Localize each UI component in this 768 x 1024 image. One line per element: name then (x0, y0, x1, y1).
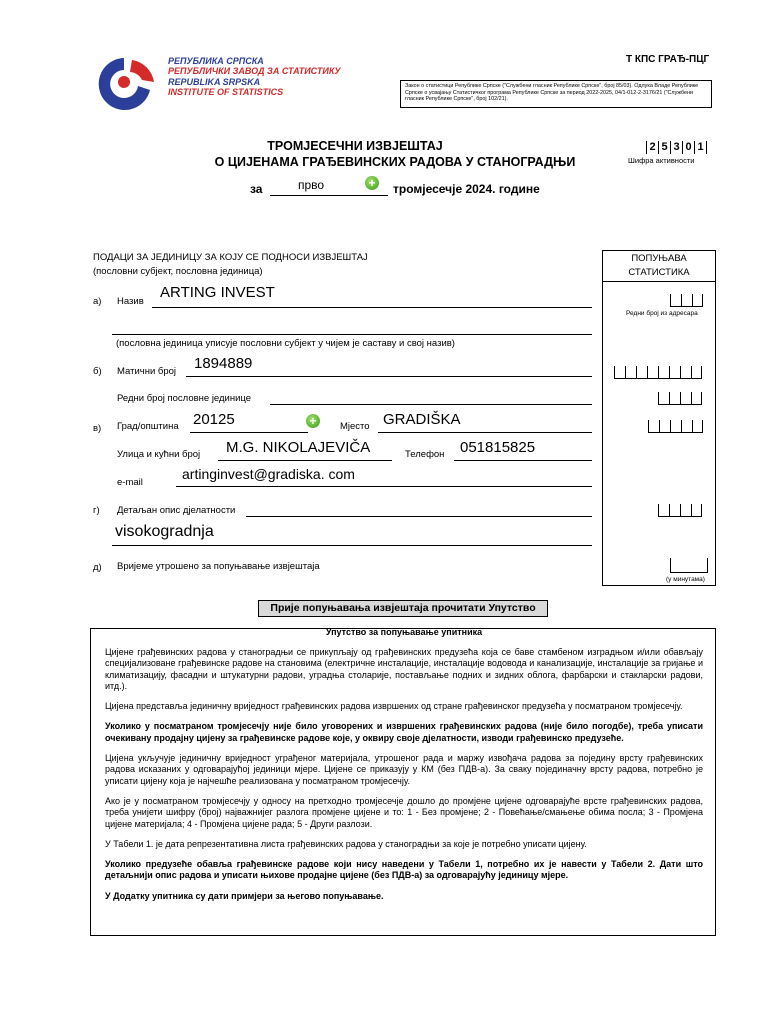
instructions-title: Упутство за попуњавање упитника (325, 627, 483, 637)
minutes-label: (у минутама) (666, 576, 705, 583)
title-line-2: О ЦИЈЕНАМА ГРАЂЕВИНСКИХ РАДОВА У СТАНОГРАДЊИ (214, 155, 576, 169)
place-label: Мјесто (340, 421, 370, 432)
street-value: M.G. NIKOLAJEVIČA (226, 439, 371, 456)
name-field[interactable] (152, 284, 592, 308)
logo-line-1: РЕПУБЛИКА СРПСКА (168, 56, 264, 66)
marker-b: б) (93, 366, 102, 377)
unit-number-field[interactable] (270, 390, 592, 405)
instructions-p7: Уколико предузеће обавља грађевинске радове који нису наведени у Табели 1, потребно их је навести у Табели 2. Дати што детаљнији опис радова и уписати њихове продајне цијене (без ПДВ-а) за одговарајућу јединицу мјере. (105, 859, 703, 881)
instructions-p8: У Додатку упитника су дати примјери за његово попуњавање. (105, 890, 384, 901)
statistics-logo-icon (88, 52, 160, 110)
place-field[interactable] (378, 412, 592, 433)
phone-value: 051815825 (460, 439, 536, 456)
time-label: Вријеме утрошено за попуњавање извјештаја (117, 561, 320, 572)
logo-line-2: РЕПУБЛИЧКИ ЗАВОД ЗА СТАТИСТИКУ (168, 66, 341, 76)
quarter-dropdown-plus-icon[interactable]: + (365, 176, 379, 190)
instructions-p1: Цијене грађевинских радова у станоградњи се прикупљају од грађевинских предузећа која се баве стамбеном изградњом и/или обављају специјализоване грађевинске радове на становима (електричне инсталације, инсталације водовода и канализације, инсталације за гријање и климатизацију, фасадни и штукатурни радови, уградња столарије, постављање подних и зидних облога, фарбарски и стакларски радови, итд.). (105, 647, 703, 691)
section-subheading: (пословни субјект, пословна јединица) (93, 266, 263, 277)
activity-code-digit: 2 (646, 141, 658, 154)
activity-code (646, 141, 707, 154)
section-heading: ПОДАЦИ ЗА ЈЕДИНИЦУ ЗА КОЈУ СЕ ПОДНОСИ ИЗВЈЕШТАЈ (93, 252, 368, 263)
street-label: Улица и кућни број (117, 449, 201, 460)
city-code-boxes[interactable] (648, 420, 703, 433)
marker-g: г) (93, 505, 100, 516)
activity-code-digit: 3 (670, 141, 682, 154)
title-suffix: тромјесечје 2024. године (393, 182, 540, 196)
activity-field[interactable] (246, 500, 592, 517)
name-note: (пословна јединица уписује пословни субјект у чијем је саставу и свој назив) (116, 338, 455, 349)
instructions-box (90, 628, 716, 936)
activity-code-digit: 1 (694, 141, 707, 154)
statistics-only-heading (603, 251, 715, 282)
instructions-p3: Уколико у посматраном тромјесечју није било уговорених и извршених грађевинских радова (није било погодбе), треба уписати очекивану продајну цијену за грађевинске радове које, у оквиру своје дјелатности, изводи грађевинско предузеће. (105, 721, 703, 743)
city-value: 20125 (193, 411, 235, 428)
logo-text (168, 56, 340, 97)
activity-code-digit: 5 (658, 141, 670, 154)
city-field[interactable] (190, 412, 308, 433)
city-label: Град/општина (117, 421, 179, 432)
marker-d: д) (93, 562, 102, 573)
email-field[interactable] (176, 466, 592, 487)
street-field[interactable] (218, 440, 392, 461)
address-number-label: Редни број из адресара (626, 310, 698, 317)
title-za: за (250, 182, 263, 196)
form-code: Т КПС ГРАЂ-ПЦГ (626, 54, 710, 65)
name-label: Назив (117, 296, 144, 307)
reg-number-value: 1894889 (194, 355, 253, 372)
unit-number-boxes[interactable] (658, 392, 702, 405)
law-reference-box: Закон о статистици Републике Српске ("Службени гласник Републике Српске", број 85/03). Одлука Владе Републике Српске о усвајању Статистичког програма Републике Српске за период 2022-2025, 04/1-012-2-3176/21 ("Службени гласник Републике Српске", број 102/21). (400, 80, 712, 108)
address-number-boxes[interactable] (670, 294, 703, 307)
name-field-line-2[interactable] (112, 318, 592, 335)
minutes-box[interactable] (670, 558, 708, 573)
reg-number-field[interactable] (186, 356, 592, 377)
place-value: GRADIŠKA (383, 411, 461, 428)
stat-head-line-1: ПОПУЊАВА (631, 253, 687, 264)
instructions-p5: Ако је у посматраном тромјесечју у односу на претходно тромјесечје дошло до промјене цијене одговарајуће врсте грађевинских радова, треба унијети шифру (број) најважнијег разлога промјене цијене и то: 1 - Без промјене; 2 - Повећање/смањење обима посла; 3 - Промјена цијене материјала; 4 - Промјена цијене рада; 5 - Други разлози. (105, 795, 703, 829)
activity-field-line-2[interactable] (112, 522, 592, 546)
marker-a: а) (93, 296, 102, 307)
marker-v: в) (93, 423, 102, 434)
activity-value: visokogradnja (115, 523, 214, 540)
reg-label: Матични број (117, 366, 177, 377)
logo-line-4: INSTITUTE OF STATISTICS (168, 87, 284, 97)
quarter-value: прво (298, 178, 325, 192)
reg-number-boxes[interactable] (614, 366, 702, 379)
logo-line-3: REPUBLIKA SRPSKA (168, 77, 261, 87)
read-instructions-warning: Прије попуњавања извјештаја прочитати Упутство (258, 600, 548, 617)
unit-label: Редни број пословне јединице (117, 393, 252, 404)
instructions-p4: Цијена укључује јединичну вриједност уграђеног материјала, утрошеног рада и маржу извођача радова за поједину врсту грађевинских радова исказаних у одговарајућој јединици мјере. Цијене се приказују у КМ (без ПДВ-а). За сваку појединачну врсту радова, потребно је уписати цијену која је најчешће реализована у посматраном тромјесечју. (105, 753, 703, 786)
activity-code-label: Шифра активности (628, 156, 695, 165)
activity-label: Детаљан опис дјелатности (117, 505, 236, 516)
activity-code-digit: 0 (682, 141, 694, 154)
instructions-p2: Цијена представља јединичну вриједност грађевинских радова извршених од стране грађевинског предузећа у посматраном тромјесечју. (105, 701, 683, 712)
email-value: artinginvest@gradiska. com (182, 466, 355, 482)
email-label: e-mail (117, 477, 143, 488)
instructions-p6: У Табели 1. је дата репрезентативна листа грађевинских радова у станоградњи за које је потребно уписати цијену. (105, 838, 587, 849)
title-line-1: ТРОМЈЕСЕЧНИ ИЗВЈЕШТАЈ (267, 139, 443, 153)
activity-code-boxes[interactable] (658, 504, 702, 517)
phone-field[interactable] (454, 440, 592, 461)
name-value: ARTING INVEST (160, 284, 275, 301)
phone-label: Телефон (405, 449, 445, 460)
city-dropdown-plus-icon[interactable]: + (306, 414, 320, 428)
stat-head-line-2: СТАТИСТИКА (628, 267, 690, 278)
